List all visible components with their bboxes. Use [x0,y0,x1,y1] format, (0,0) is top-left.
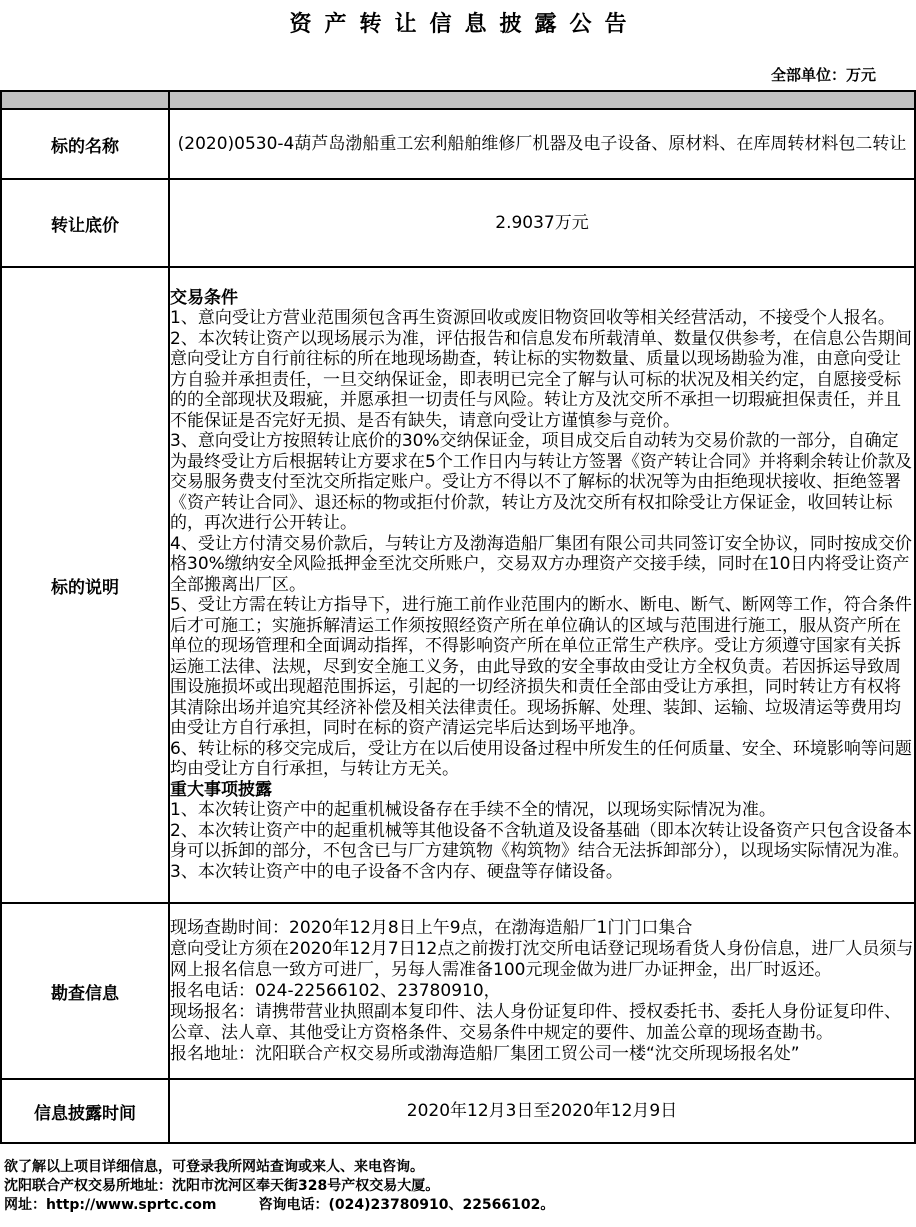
survey-line: 报名电话：024-22566102、23780910， [170,980,501,1001]
major-disclosure-item: 2、本次转让资产中的起重机械等其他设备不含轨道及设备基础（即本次转让设备资产只包含设备本身可以拆卸的部分，不包含已与厂方建筑物《构筑物》结合无法拆卸部分），以现场实际情况为准。 [170,820,912,862]
footer-contact-line [4,1196,916,1215]
disclosure-period-value: 2020年12月3日至2020年12月9日 [169,1079,915,1143]
unit-note: 全部单位：万元 [770,66,876,84]
description-label: 标的说明 [1,267,169,903]
subject-name-label: 标的名称 [1,109,169,179]
survey-line: 现场查勘时间：2020年12月8日上午9点，在渤海造船厂1门门口集合 [170,917,693,938]
survey-info-content [169,903,915,1079]
footer-info-line: 欲了解以上项目详细信息，可登录我所网站查询或来人、来电咨询。 [4,1159,424,1175]
base-price-value: 2.9037万元 [169,179,915,267]
table-header-row [1,91,915,109]
header-cell-left [1,91,169,109]
table-row-disclosure-period [1,1079,915,1143]
page-footer [4,1158,916,1215]
trade-condition-item: 5、受让方需在转让方指导下，进行施工前作业范围内的断水、断电、断气、断网等工作，符合条件后才可施工；实施拆解清运工作须按照经资产所在单位确认的区域与范围进行施工，服从资产所在单位的现场管理和全面调动指挥，不得影响资产所在单位正常生产秩序。受让方须遵守国家有关拆运施工法律、法规，尽到安全施工义务，由此导致的安全事故由受让方全权负责。若因拆运导致周围设施损坏或出现超范围拆运，引起的一切经济损失和责任全部由受让方承担，同时转让方有权将其清除出场并追究其经济补偿及相关法律责任。现场拆解、处理、装卸、运输、垃圾清运等费用均由受让方自行承担，同时在标的资产清运完毕后达到场平地净。 [170,595,912,739]
major-disclosure-heading: 重大事项披露 [170,779,272,800]
trade-condition-item: 1、意向受让方营业范围须包含再生资源回收或废旧物资回收等相关经营活动，不接受个人报名。 [170,308,895,329]
disclosure-period-label: 信息披露时间 [1,1079,169,1143]
trade-conditions-heading: 交易条件 [170,287,238,308]
table-row-base-price [1,179,915,267]
disclosure-table [0,90,916,1144]
trade-condition-item: 3、意向受让方按照转让底价的30%交纳保证金，项目成交后自动转为交易价款的一部分，自确定为最终受让方后根据转让方要求在5个工作日内与转让方签署《资产转让合同》并将剩余转让价款及交易服务费支付至沈交所指定账户。受让方不得以不了解标的状况等为由拒绝现状接收、拒绝签署《资产转让合同》、退还标的物或拒付价款，转让方及沈交所有权扣除受让方保证金，收回转让标的，再次进行公开转让。 [170,431,912,534]
major-disclosure-item: 3、本次转让资产中的电子设备不含内存、硬盘等存储设备。 [170,861,623,882]
footer-phone: 咨询电话：(024)23780910、22566102。 [258,1197,555,1213]
page-title: 资产转让信息披露公告 [289,12,640,37]
trade-condition-item: 6、转让标的移交完成后，受让方在以后使用设备过程中所发生的任何质量、安全、环境影响等问题均由受让方自行承担，与转让方无关。 [170,738,912,780]
survey-line: 现场报名：请携带营业执照副本复印件、法人身份证复印件、授权委托书、委托人身份证复印件、公章、法人章、其他受让方资格条件、交易条件中规定的要件、加盖公章的现场查勘书。 [170,1001,901,1043]
trade-condition-item: 2、本次转让资产以现场展示为准，评估报告和信息发布所载清单、数量仅供参考，在信息公告期间意向受让方自行前往标的所在地现场勘查，转让标的实物数量、质量以现场勘验为准，由意向受让方自验并承担责任，一旦交纳保证金，即表明已完全了解与认可标的状况及相关约定，自愿接受标的的全部现状及瑕疵，并愿承担一切责任与风险。转让方及沈交所不承担一切瑕疵担保责任，并且不能保证是否完好无损、是否有缺失，请意向受让方谨慎参与竞价。 [170,328,912,431]
footer-website: 网址：http://www.sprtc.com [4,1197,217,1213]
trade-condition-item: 4、受让方付清交易价款后，与转让方及渤海造船厂集团有限公司共同签订安全协议，同时按成交价格30%缴纳安全风险抵押金至沈交所账户，交易双方办理资产交接手续，同时在10日内将受让资产全部搬离出厂区。 [170,533,912,595]
description-content [169,267,915,903]
table-row-description [1,267,915,903]
footer-address-line: 沈阳联合产权交易所地址：沈阳市沈河区奉天街328号产权交易大厦。 [4,1178,440,1194]
major-disclosure-item: 1、本次转让资产中的起重机械设备存在手续不全的情况，以现场实际情况为准。 [170,800,776,821]
base-price-label: 转让底价 [1,179,169,267]
subject-name-value: (2020)0530-4葫芦岛渤船重工宏利船舶维修厂机器及电子设备、原材料、在库周转材料包二转让 [169,109,915,179]
survey-line: 报名地址：沈阳联合产权交易所或渤海造船厂集团工贸公司一楼“沈交所现场报名处” [170,1043,800,1064]
table-row-subject-name [1,109,915,179]
survey-line: 意向受让方须在2020年12月7日12点之前拨打沈交所电话登记现场看货人身份信息，进厂人员须与网上报名信息一致方可进厂，另每人需准备100元现金做为进厂办证押金，出厂时返还。 [170,938,914,980]
survey-info-label: 勘查信息 [1,903,169,1079]
header-cell-right [169,91,915,109]
table-row-survey-info [1,903,915,1079]
